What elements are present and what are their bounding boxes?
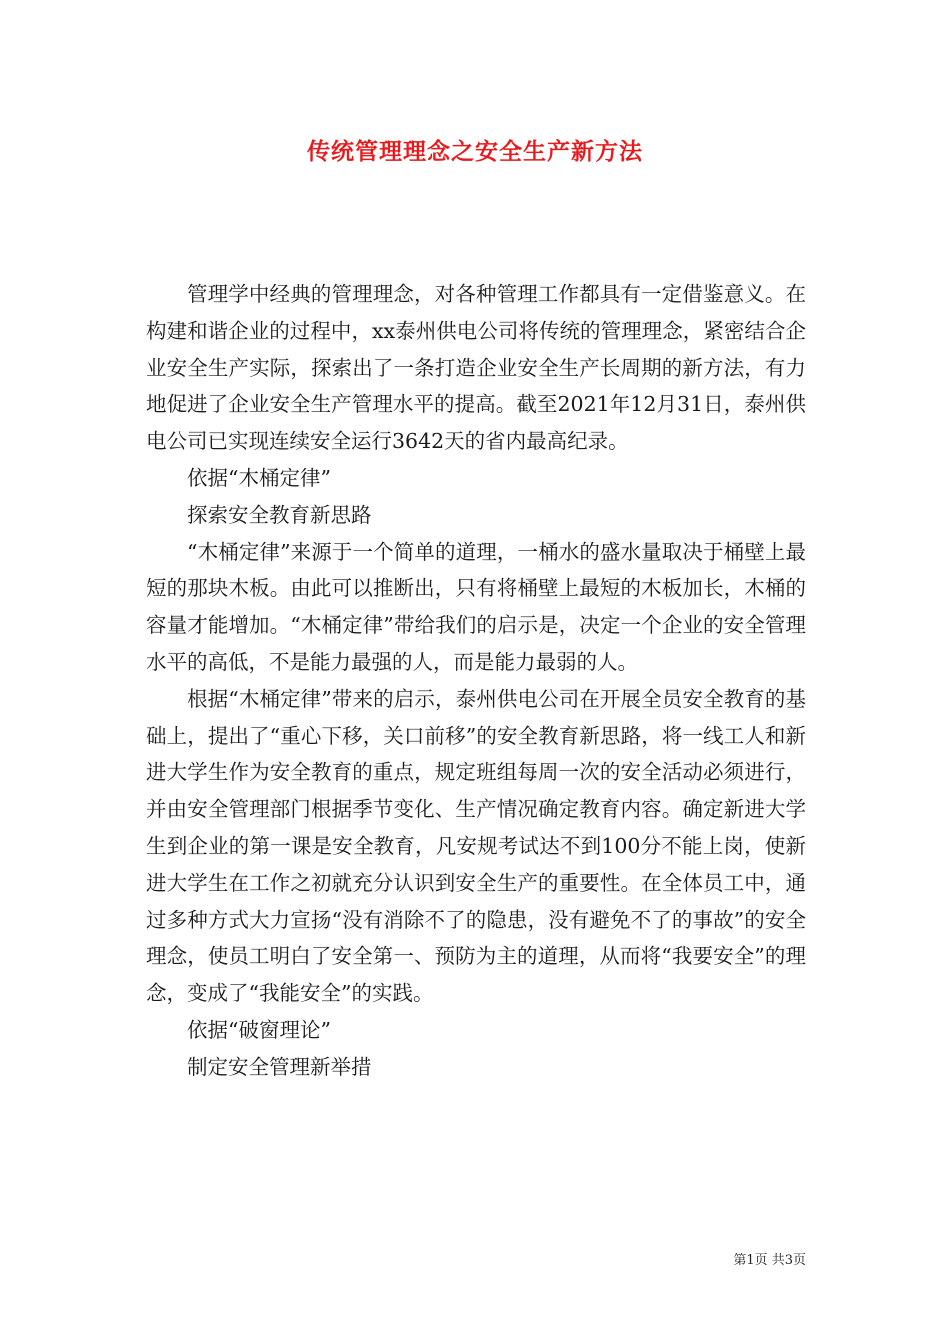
section-subheading-education: 探索安全教育新思路 [187, 502, 372, 527]
document-body [146, 276, 806, 1086]
page-number-footer: 第1页 共3页 [733, 1253, 806, 1268]
paragraph-intro: 管理学中经典的管理理念，对各种管理工作都具有一定借鉴意义。在构建和谐企业的过程中，xx泰州供电公司将传统的管理理念，紧密结合企业安全生产实际，探索出了一条打造企业安全生产长周期的新方法，有力地促进了企业安全生产管理水平的提高。截至2021年12月31日，泰州供电公司已实现连续安全运行3642天的省内最高纪录。 [146, 282, 806, 454]
paragraph-education-approach: 根据“木桶定律”带来的启示，泰州供电公司在开展全员安全教育的基础上，提出了“重心下移，关口前移”的安全教育新思路，将一线工人和新进大学生作为安全教育的重点，规定班组每周一次的安全活动必须进行，并由安全管理部门根据季节变化、生产情况确定教育内容。确定新进大学生到企业的第一课是安全教育，凡安规考试达不到100分不能上岗，使新进大学生在工作之初就充分认识到安全生产的重要性。在全体员工中，通过多种方式大力宣扬“没有消除不了的隐患，没有避免不了的事故”的安全理念，使员工明白了安全第一、预防为主的道理，从而将“我要安全”的理念，变成了“我能安全”的实践。 [146, 686, 806, 1006]
section-heading-broken-window: 依据“破窗理论” [187, 1017, 331, 1042]
section-subheading-measures: 制定安全管理新举措 [187, 1054, 372, 1079]
section-heading-bucket-law: 依据“木桶定律” [187, 465, 331, 490]
paragraph-bucket-law: “木桶定律”来源于一个简单的道理，一桶水的盛水量取决于桶壁上最短的那块木板。由此可以推断出，只有将桶壁上最短的木板加长，木桶的容量才能增加。“木桶定律”带给我们的启示是，决定一个企业的安全管理水平的高低，不是能力最强的人，而是能力最弱的人。 [146, 539, 806, 674]
document-title: 传统管理理念之安全生产新方法 [307, 138, 643, 165]
